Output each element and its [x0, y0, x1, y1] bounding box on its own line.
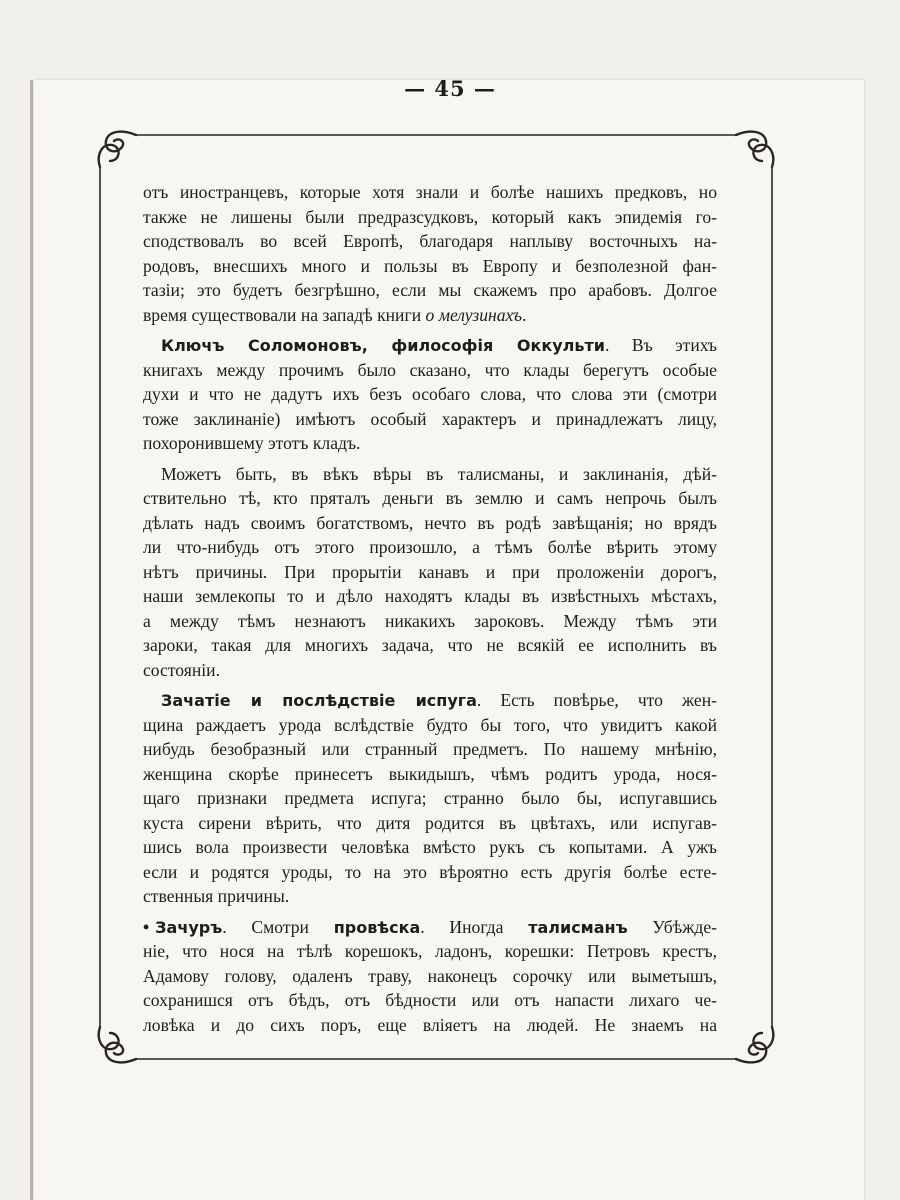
text-line: куста сирени вѣрить, что дитя родится въ цвѣтахъ, или испугав- — [143, 812, 717, 833]
text-line: а между тѣмъ незнаютъ никакихъ зароковъ. Между тѣмъ эти — [143, 610, 717, 631]
text-line: тоже заклинаніе) имѣютъ особый характеръ и принадлежатъ лицу, — [143, 408, 717, 429]
body-text — [143, 180, 717, 1037]
entry-heading-kluch-solomonov: Ключъ Соломоновъ, философія Оккульти — [161, 336, 605, 355]
text-line: сподствовалъ во всей Европѣ, благодаря наплыву восточныхъ на- — [143, 231, 717, 251]
text-line: шись вола произвести человѣка вмѣсто рукъ съ копытами. А ужъ — [143, 837, 717, 857]
text-line: родовъ, внесшихъ много и пользы въ Европу и безполезной фан- — [143, 255, 717, 276]
text-line: отъ иностранцевъ, которые хотя знали и болѣе нашихъ предковъ, но — [143, 182, 717, 202]
text-line: женщина скорѣе принесетъ выкидышъ, чѣмъ родитъ урода, нося- — [143, 763, 717, 784]
text-run: . Смотри — [222, 916, 334, 937]
text-line: духи и что не дадутъ ихъ безъ особаго слова, что слова эти (смотри — [143, 384, 717, 404]
text-line: щаго признаки предмета испуга; странно было бы, испугавшись — [143, 788, 717, 808]
text-line — [143, 688, 717, 713]
page-number: — 45 — — [404, 76, 496, 101]
text-line: книгахъ между прочимъ было сказано, что клады берегутъ особые — [143, 359, 717, 380]
text-run: . Есть повѣрье, что жен- — [476, 690, 717, 710]
cross-ref-talisman: талисманъ — [528, 917, 628, 937]
bullet-mark: • — [143, 916, 150, 937]
text-line: нибудь безобразный или странный предметъ. По нашему мнѣнію, — [143, 739, 717, 759]
text-run: . Въ этихъ — [604, 335, 717, 355]
text-run: время существовали на западѣ книги — [143, 304, 422, 325]
text-line: Адамову голову, одаленъ траву, наконецъ сорочку или выметышъ, — [143, 965, 717, 986]
text-line: ли что-нибудь отъ этого произошло, а тѣмъ болѣе вѣрить этому — [143, 537, 717, 557]
entry-heading-zachur: Зачуръ — [155, 917, 223, 937]
text-line: похоронившему этотъ кладъ. — [143, 433, 361, 453]
cross-ref-proveska: провѣска — [333, 917, 421, 937]
text-line: ловѣка и до сихъ поръ, еще вліяетъ на людей. Не знаемъ на — [143, 1014, 717, 1035]
text-line: ственныя причины. — [143, 886, 290, 906]
text-line: если и родятся уроды, то на это вѣроятно есть другія болѣе есте- — [143, 861, 717, 882]
text-line — [143, 333, 717, 358]
text-line: зароки, такая для многихъ задача, что не всякій ее исполнить въ — [143, 635, 717, 655]
text-run: . — [522, 304, 527, 325]
text-line: Можетъ быть, въ вѣкъ вѣры въ талисманы, и заклинанія, дѣй- — [161, 463, 717, 484]
text-line: также не лишены были предразсудковъ, который какъ эпидемія го- — [143, 206, 717, 227]
text-line — [143, 303, 717, 328]
text-run: . Иногда — [420, 916, 529, 937]
text-line: нѣтъ причины. При прорытіи канавъ и при проложеніи дорогъ, — [143, 561, 717, 582]
text-line: щина раждаетъ урода вслѣдствіе будто бы того, что увидитъ какой — [143, 714, 717, 735]
text-line: ствительно тѣ, кто пряталъ деньги въ землю и самъ непрочь былъ — [143, 488, 717, 508]
text-line: ніе, что нося на тѣлѣ корешокъ, ладонъ, корешки: Петровъ крестъ, — [143, 941, 717, 961]
text-line — [143, 915, 717, 940]
text-line: дѣлать надъ своимъ богатствомъ, нечто въ родѣ завѣщанія; но врядъ — [143, 512, 717, 533]
text-line: состояніи. — [143, 659, 220, 680]
text-line: тазіи; это будетъ безгрѣшно, если мы скажемъ про арабовъ. Долгое — [143, 280, 717, 300]
text-run: Убѣжде- — [627, 916, 717, 937]
text-line: наши землекопы то и дѣло находятъ клады въ извѣстныхъ мѣстахъ, — [143, 586, 717, 606]
page-edge — [30, 80, 33, 1200]
entry-heading-zachatie: Зачатіе и послѣдствіе испуга — [161, 691, 477, 710]
text-line: сохранишся отъ бѣдъ, отъ бѣдности или отъ напасти лихаго че- — [143, 990, 717, 1010]
book-title-italic: о мелузинахъ — [425, 304, 523, 325]
